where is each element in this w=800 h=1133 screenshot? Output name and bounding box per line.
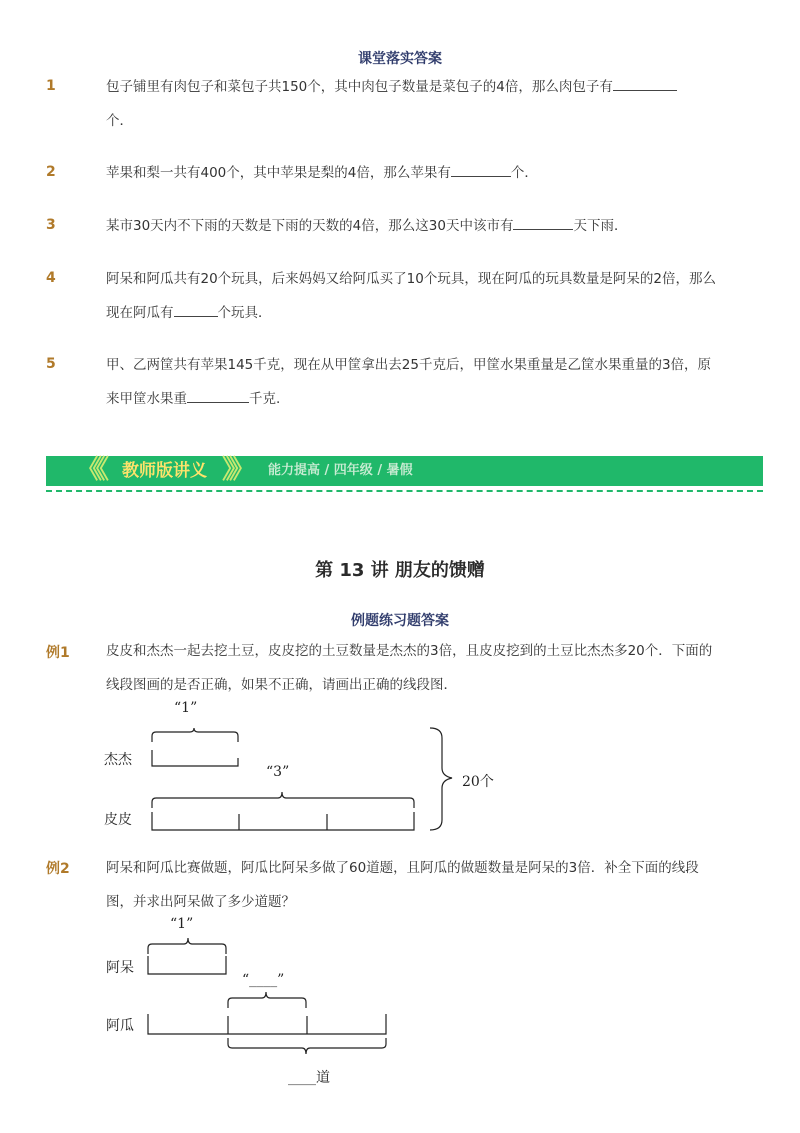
answer-blank[interactable]	[613, 76, 677, 91]
brace-1	[148, 938, 226, 954]
part-mark-blank: “____”	[242, 972, 285, 988]
banner-subtitle: 能力提高 / 四年级 / 暑假	[268, 463, 413, 478]
segment-adai	[148, 956, 226, 974]
row-label-adai: 阿呆	[106, 960, 134, 976]
question-2	[106, 156, 726, 190]
answer-blank[interactable]	[513, 215, 573, 230]
segment-jiejie	[152, 750, 238, 766]
banner-divider	[46, 490, 763, 492]
question-1	[106, 70, 726, 138]
example-1-text: 皮皮和杰杰一起去挖土豆，皮皮挖的土豆数量是杰杰的3倍，且皮皮挖到的土豆比杰杰多20个．下面的线段图画的是否正确，如果不正确，请画出正确的线段图．	[106, 643, 713, 693]
part-mark-1: “1”	[170, 916, 194, 932]
row-label-agua: 阿瓜	[106, 1018, 134, 1034]
question-number-5: 5	[46, 356, 56, 372]
question-text-tail: 个．	[106, 113, 133, 129]
question-text-tail: 个．	[510, 165, 538, 181]
question-3	[106, 209, 726, 243]
row-label-pipi: 皮皮	[104, 812, 132, 828]
question-text: 甲、乙两筐共有苹果145千克，现在从甲筐拿出去25千克后，甲筐水果重量是乙筐水果重量的3倍，原来甲筐水果重	[106, 357, 712, 407]
banner-title: 教师版讲义	[122, 461, 207, 481]
answers-heading: 课堂落实答案	[358, 51, 442, 67]
question-text: 某市30天内不下雨的天数是下雨的天数的4倍，那么这30天中该市有	[106, 218, 514, 234]
question-text-tail: 千克.	[249, 391, 281, 407]
brace-1	[152, 728, 238, 742]
examples-heading: 例题练习题答案	[351, 613, 449, 629]
lecture-title: 第 13 讲 朋友的馈赠	[315, 560, 485, 581]
question-4	[106, 262, 718, 330]
brace-3	[152, 792, 414, 808]
difference-brace	[228, 1038, 386, 1054]
chevron-left-icon: 《《	[76, 455, 104, 485]
part-mark-3: “3”	[266, 764, 290, 780]
answer-blank[interactable]	[174, 302, 218, 317]
question-text-tail: 个玩具．	[217, 305, 272, 321]
question-text: 苹果和梨一共有400个，其中苹果是梨的4倍，那么苹果有	[106, 165, 451, 181]
row-label-jiejie: 杰杰	[104, 752, 132, 768]
question-5	[106, 348, 718, 416]
segment-pipi	[152, 812, 414, 830]
total-brace	[430, 728, 452, 830]
example-label-1: 例1	[46, 645, 70, 661]
question-number-4: 4	[46, 270, 56, 286]
segment-agua	[148, 1014, 386, 1034]
question-number-2: 2	[46, 164, 56, 180]
teacher-edition-banner	[46, 456, 763, 486]
part-mark-1: “1”	[174, 700, 198, 716]
example-2-text: 阿呆和阿瓜比赛做题，阿瓜比阿呆多做了60道题，且阿瓜的做题数量是阿呆的3倍．补全下面的线段图，并求出阿呆做了多少道题？	[106, 860, 699, 910]
example-2-diagram	[90, 910, 410, 1095]
question-number-1: 1	[46, 78, 56, 94]
brace-blank	[228, 992, 306, 1008]
difference-label: ____道	[288, 1070, 330, 1086]
question-number-3: 3	[46, 217, 56, 233]
question-text: 阿呆和阿瓜共有20个玩具，后来妈妈又给阿瓜买了10个玩具，现在阿瓜的玩具数量是阿呆的2倍，那么现在阿瓜有	[106, 271, 716, 321]
answer-blank[interactable]	[187, 388, 249, 403]
example-label-2: 例2	[46, 861, 70, 877]
question-text: 包子铺里有肉包子和菜包子共150个，其中肉包子数量是菜包子的4倍，那么肉包子有	[106, 79, 613, 95]
chevron-right-icon: 》》	[222, 455, 250, 485]
example-1-diagram	[90, 696, 494, 846]
answer-blank[interactable]	[451, 162, 511, 177]
total-label: 20个	[462, 774, 494, 790]
question-text-tail: 天下雨．	[573, 218, 628, 234]
